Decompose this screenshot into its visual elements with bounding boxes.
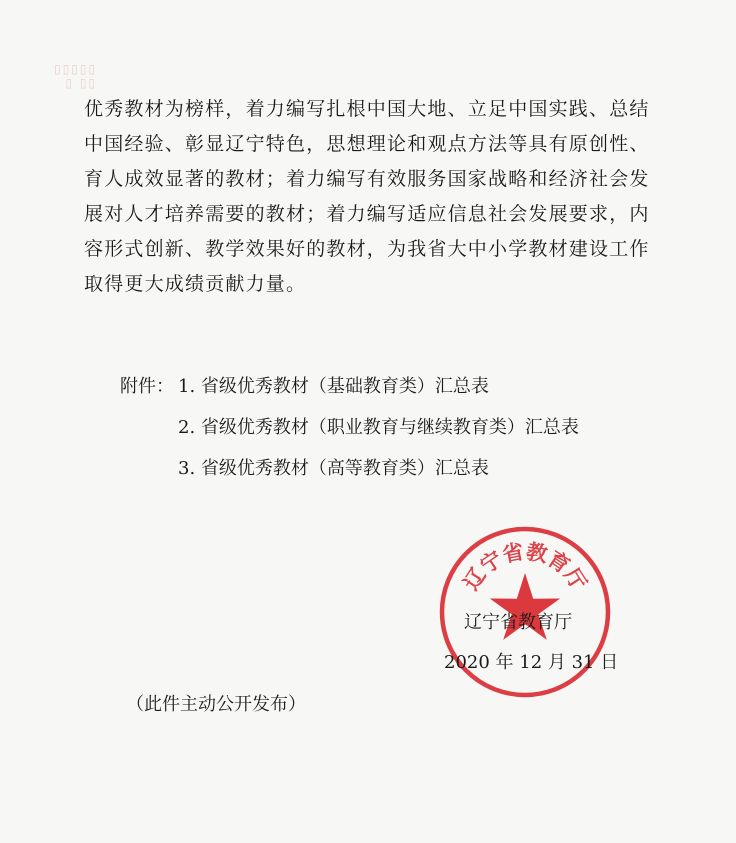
attachment-text: 2. 省级优秀教材（职业教育与继续教育类）汇总表 bbox=[178, 417, 579, 438]
publication-note: （此件主动公开发布） bbox=[126, 694, 306, 715]
body-line: 育人成效显著的教材；着力编写有效服务国家战略和经济社会发 bbox=[84, 168, 650, 190]
body-line: 取得更大成绩贡献力量。 bbox=[84, 273, 307, 295]
bleed-through-text: ▯▯▯▯▯ ▯▯ ▯ bbox=[52, 62, 96, 90]
attachment-item bbox=[120, 407, 579, 448]
body-line: 展对人才培养需要的教材；着力编写适应信息社会发展要求，内 bbox=[84, 203, 650, 225]
attachment-text: 3. 省级优秀教材（高等教育类）汇总表 bbox=[178, 458, 489, 479]
signature-date: 2020 年 12 月 31 日 bbox=[444, 652, 619, 673]
signature-organization: 辽宁省教育厅 bbox=[464, 612, 572, 633]
attachment-text: 1. 省级优秀教材（基础教育类）汇总表 bbox=[178, 376, 489, 397]
attachment-item bbox=[120, 366, 579, 407]
attachments-label: 附件： bbox=[120, 376, 174, 397]
body-paragraph bbox=[84, 92, 684, 302]
attachment-item bbox=[120, 448, 579, 489]
body-line: 中国经验、彰显辽宁特色，思想理论和观点方法等具有原创性、 bbox=[84, 133, 650, 155]
body-line: 容形式创新、教学效果好的教材，为我省大中小学教材建设工作 bbox=[84, 238, 650, 260]
seal-text: 辽宁省教育厅 bbox=[458, 539, 592, 595]
attachments-list bbox=[120, 366, 579, 489]
body-line: 优秀教材为榜样，着力编写扎根中国大地、立足中国实践、总结 bbox=[84, 98, 650, 120]
